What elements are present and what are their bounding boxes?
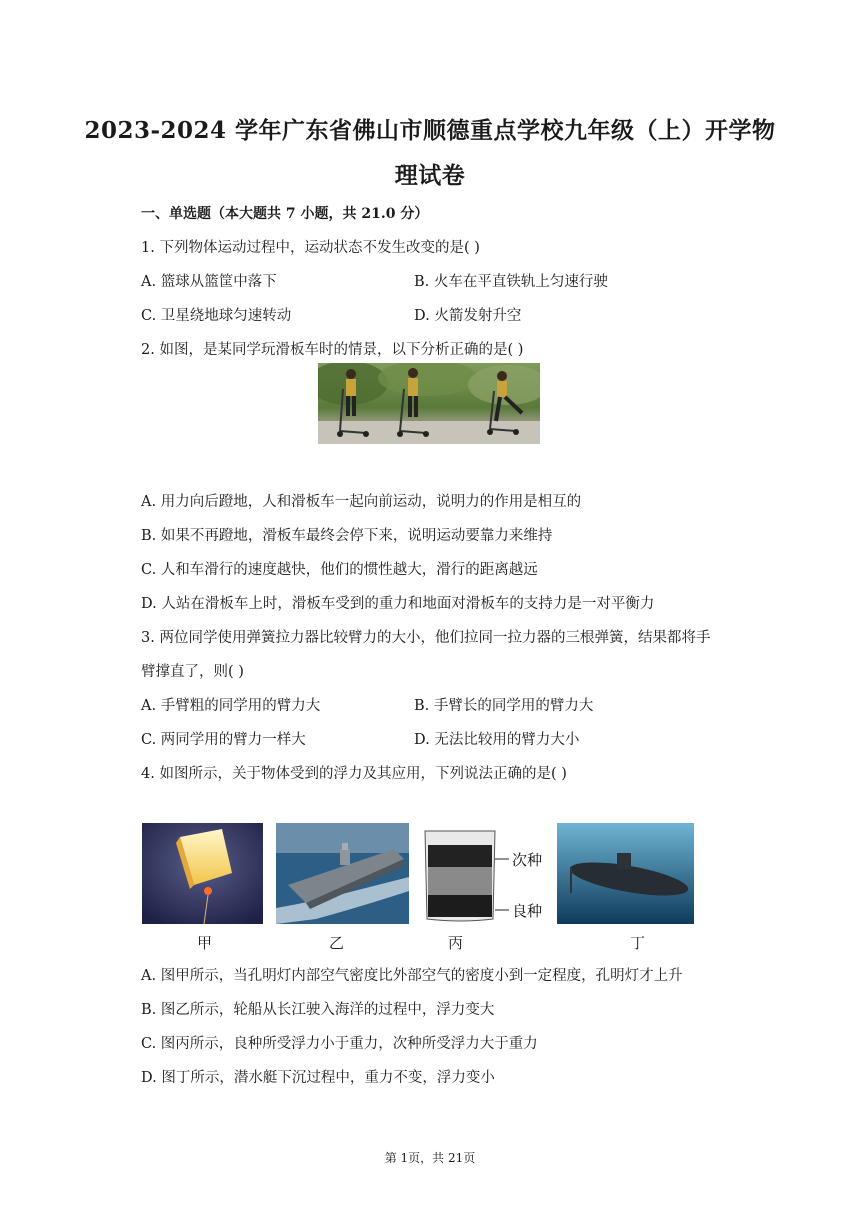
question-3-option-c: C. 两同学用的臂力一样大 <box>141 732 306 748</box>
question-3-option-d: D. 无法比较用的臂力大小 <box>414 732 580 748</box>
question-4-option-c: C. 图丙所示，良种所受浮力小于重力，次种所受浮力大于重力 <box>141 1036 538 1052</box>
question-1-stem: 1. 下列物体运动过程中，运动状态不发生改变的是( ) <box>141 240 480 256</box>
question-4-stem: 4. 如图所示，关于物体受到的浮力及其应用，下列说法正确的是( ) <box>141 766 567 782</box>
beaker-label-bottom: 良种 <box>512 902 543 920</box>
caption-bing: 丙 <box>448 934 464 952</box>
sky-lantern-image <box>142 823 263 924</box>
aircraft-carrier-image <box>276 823 409 924</box>
question-1-option-b: B. 火车在平直铁轨上匀速行驶 <box>414 274 608 290</box>
page-title: 2023-2024 学年广东省佛山市顺德重点学校九年级（上）开学物 <box>84 117 776 144</box>
question-2-option-a: A. 用力向后蹬地，人和滑板车一起向前运动，说明力的作用是相互的 <box>141 494 582 510</box>
question-1-option-c: C. 卫星绕地球匀速转动 <box>141 308 292 324</box>
caption-ding: 丁 <box>630 934 646 952</box>
question-3-stem-line2: 臂撑直了，则( ) <box>141 664 244 680</box>
question-3-option-b: B. 手臂长的同学用的臂力大 <box>414 698 594 714</box>
beaker-seeds-image <box>421 823 551 924</box>
section-heading: 一、单选题（本大题共 7 小题，共 21.0 分） <box>141 206 429 222</box>
question-2-option-d: D. 人站在滑板车上时，滑板车受到的重力和地面对滑板车的支持力是一对平衡力 <box>141 596 655 612</box>
submarine-image <box>557 823 694 924</box>
question-4-option-a: A. 图甲所示，当孔明灯内部空气密度比外部空气的密度小到一定程度，孔明灯才上升 <box>141 968 683 984</box>
caption-yi: 乙 <box>329 934 345 952</box>
page-footer: 第 1页，共 21页 <box>384 1151 476 1165</box>
caption-jia: 甲 <box>197 934 213 952</box>
question-2-option-b: B. 如果不再蹬地，滑板车最终会停下来，说明运动要靠力来维持 <box>141 528 553 544</box>
question-1-option-d: D. 火箭发射升空 <box>414 308 522 324</box>
question-2-option-c: C. 人和车滑行的速度越快，他们的惯性越大，滑行的距离越远 <box>141 562 538 578</box>
beaker-label-top: 次种 <box>512 851 543 869</box>
question-1-option-a: A. 篮球从篮筐中落下 <box>141 274 277 290</box>
question-3-option-a: A. 手臂粗的同学用的臂力大 <box>141 698 321 714</box>
question-2-stem: 2. 如图，是某同学玩滑板车时的情景，以下分析正确的是( ) <box>141 342 524 358</box>
page-title-line2: 理试卷 <box>394 162 466 189</box>
question-4-option-b: B. 图乙所示，轮船从长江驶入海洋的过程中，浮力变大 <box>141 1002 495 1018</box>
question-4-option-d: D. 图丁所示，潜水艇下沉过程中，重力不变，浮力变小 <box>141 1070 495 1086</box>
question-3-stem: 3. 两位同学使用弹簧拉力器比较臂力的大小，他们拉同一拉力器的三根弹簧，结果都将手 <box>141 630 711 646</box>
scooter-photo <box>318 363 540 444</box>
